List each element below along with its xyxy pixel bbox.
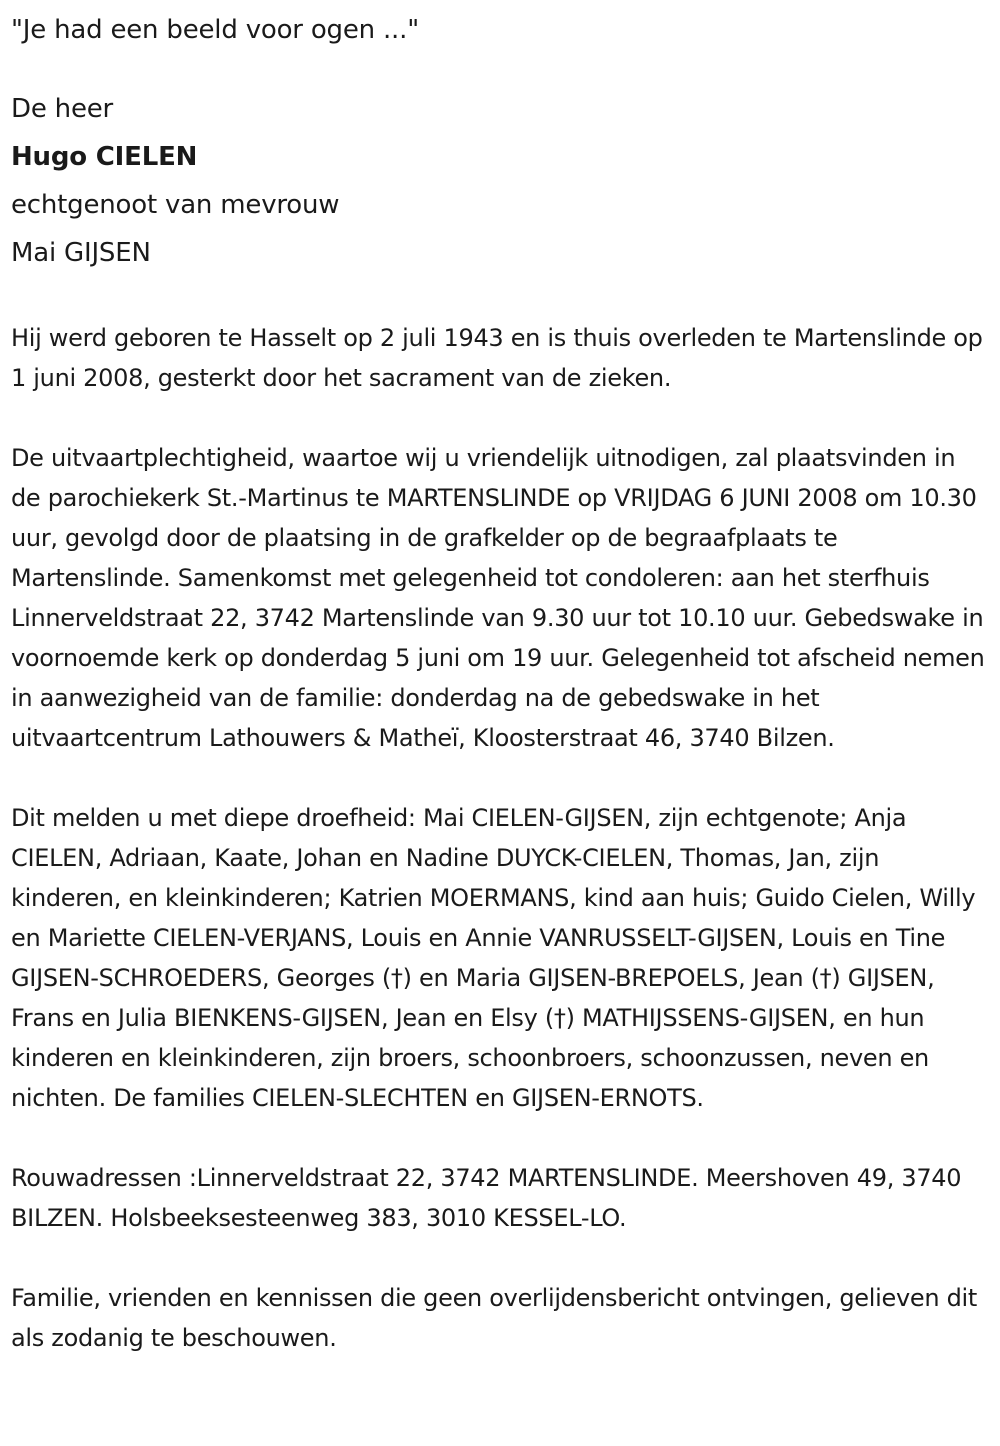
birth-death-paragraph: Hij werd geboren te Hasselt op 2 juli 1943 en is thuis overleden te Martenslinde op 1 juni 2008, gesterkt door het sacrament van de zieken. — [11, 324, 983, 392]
deceased-name: Hugo CIELEN — [11, 142, 198, 172]
obituary-document — [11, 6, 991, 1358]
spacer — [11, 398, 991, 438]
opening-quote: "Je had een beeld voor ogen ..." — [11, 15, 419, 45]
funeral-paragraph: De uitvaartplechtigheid, waartoe wij u vriendelijk uitnodigen, zal plaatsvinden in de parochiekerk St.-Martinus te MARTENSLINDE op VRIJDAG 6 JUNI 2008 om 10.30 uur, gevolgd door de plaatsing in de grafkelder op de begraafplaats te Martenslinde. Samenkomst met gelegenheid tot condoleren: aan het sterfhuis Linnerveldstraat 22, 3742 Martenslinde van 9.30 uur tot 10.10 uur. Gebedswake in voornoemde kerk op donderdag 5 juni om 19 uur. Gelegenheid tot afscheid nemen in aanwezigheid van de familie: donderdag na de gebedswake in het uitvaartcentrum Lathouwers & Matheï, Kloosterstraat 46, 3740 Bilzen. — [11, 444, 985, 752]
announcement-paragraph: Dit melden u met diepe droefheid: Mai CIELEN-GIJSEN, zijn echtgenote; Anja CIELEN, Adriaan, Kaate, Johan en Nadine DUYCK-CIELEN, Thomas, Jan, zijn kinderen, en kleinkinderen; Katrien MOERMANS, kind aan huis; Guido Cielen, Willy en Mariette CIELEN-VERJANS, Louis en Annie VANRUSSELT-GIJSEN, Louis en Tine GIJSEN-SCHROEDERS, Georges (†) en Maria GIJSEN-BREPOELS, Jean (†) GIJSEN, Frans en Julia BIENKENS-GIJSEN, Jean en Elsy (†) MATHIJSSENS-GIJSEN, en hun kinderen en kleinkinderen, zijn broers, schoonbroers, schoonzussen, neven en nichten. De families CIELEN-SLECHTEN en GIJSEN-ERNOTS. — [11, 804, 976, 1112]
salutation: De heer — [11, 94, 114, 124]
spacer — [11, 1238, 991, 1278]
spacer — [11, 277, 991, 318]
spacer — [11, 758, 991, 798]
spacer — [11, 54, 991, 85]
spacer — [11, 1118, 991, 1158]
spouse-name: Mai GIJSEN — [11, 238, 151, 268]
spouse-label: echtgenoot van mevrouw — [11, 190, 340, 220]
addresses-paragraph: Rouwadressen :Linnerveldstraat 22, 3742 MARTENSLINDE. Meershoven 49, 3740 BILZEN. Holsbeeksesteenweg 383, 3010 KESSEL-LO. — [11, 1164, 962, 1232]
closing-paragraph: Familie, vrienden en kennissen die geen overlijdensbericht ontvingen, gelieven dit als zodanig te beschouwen. — [11, 1284, 977, 1352]
